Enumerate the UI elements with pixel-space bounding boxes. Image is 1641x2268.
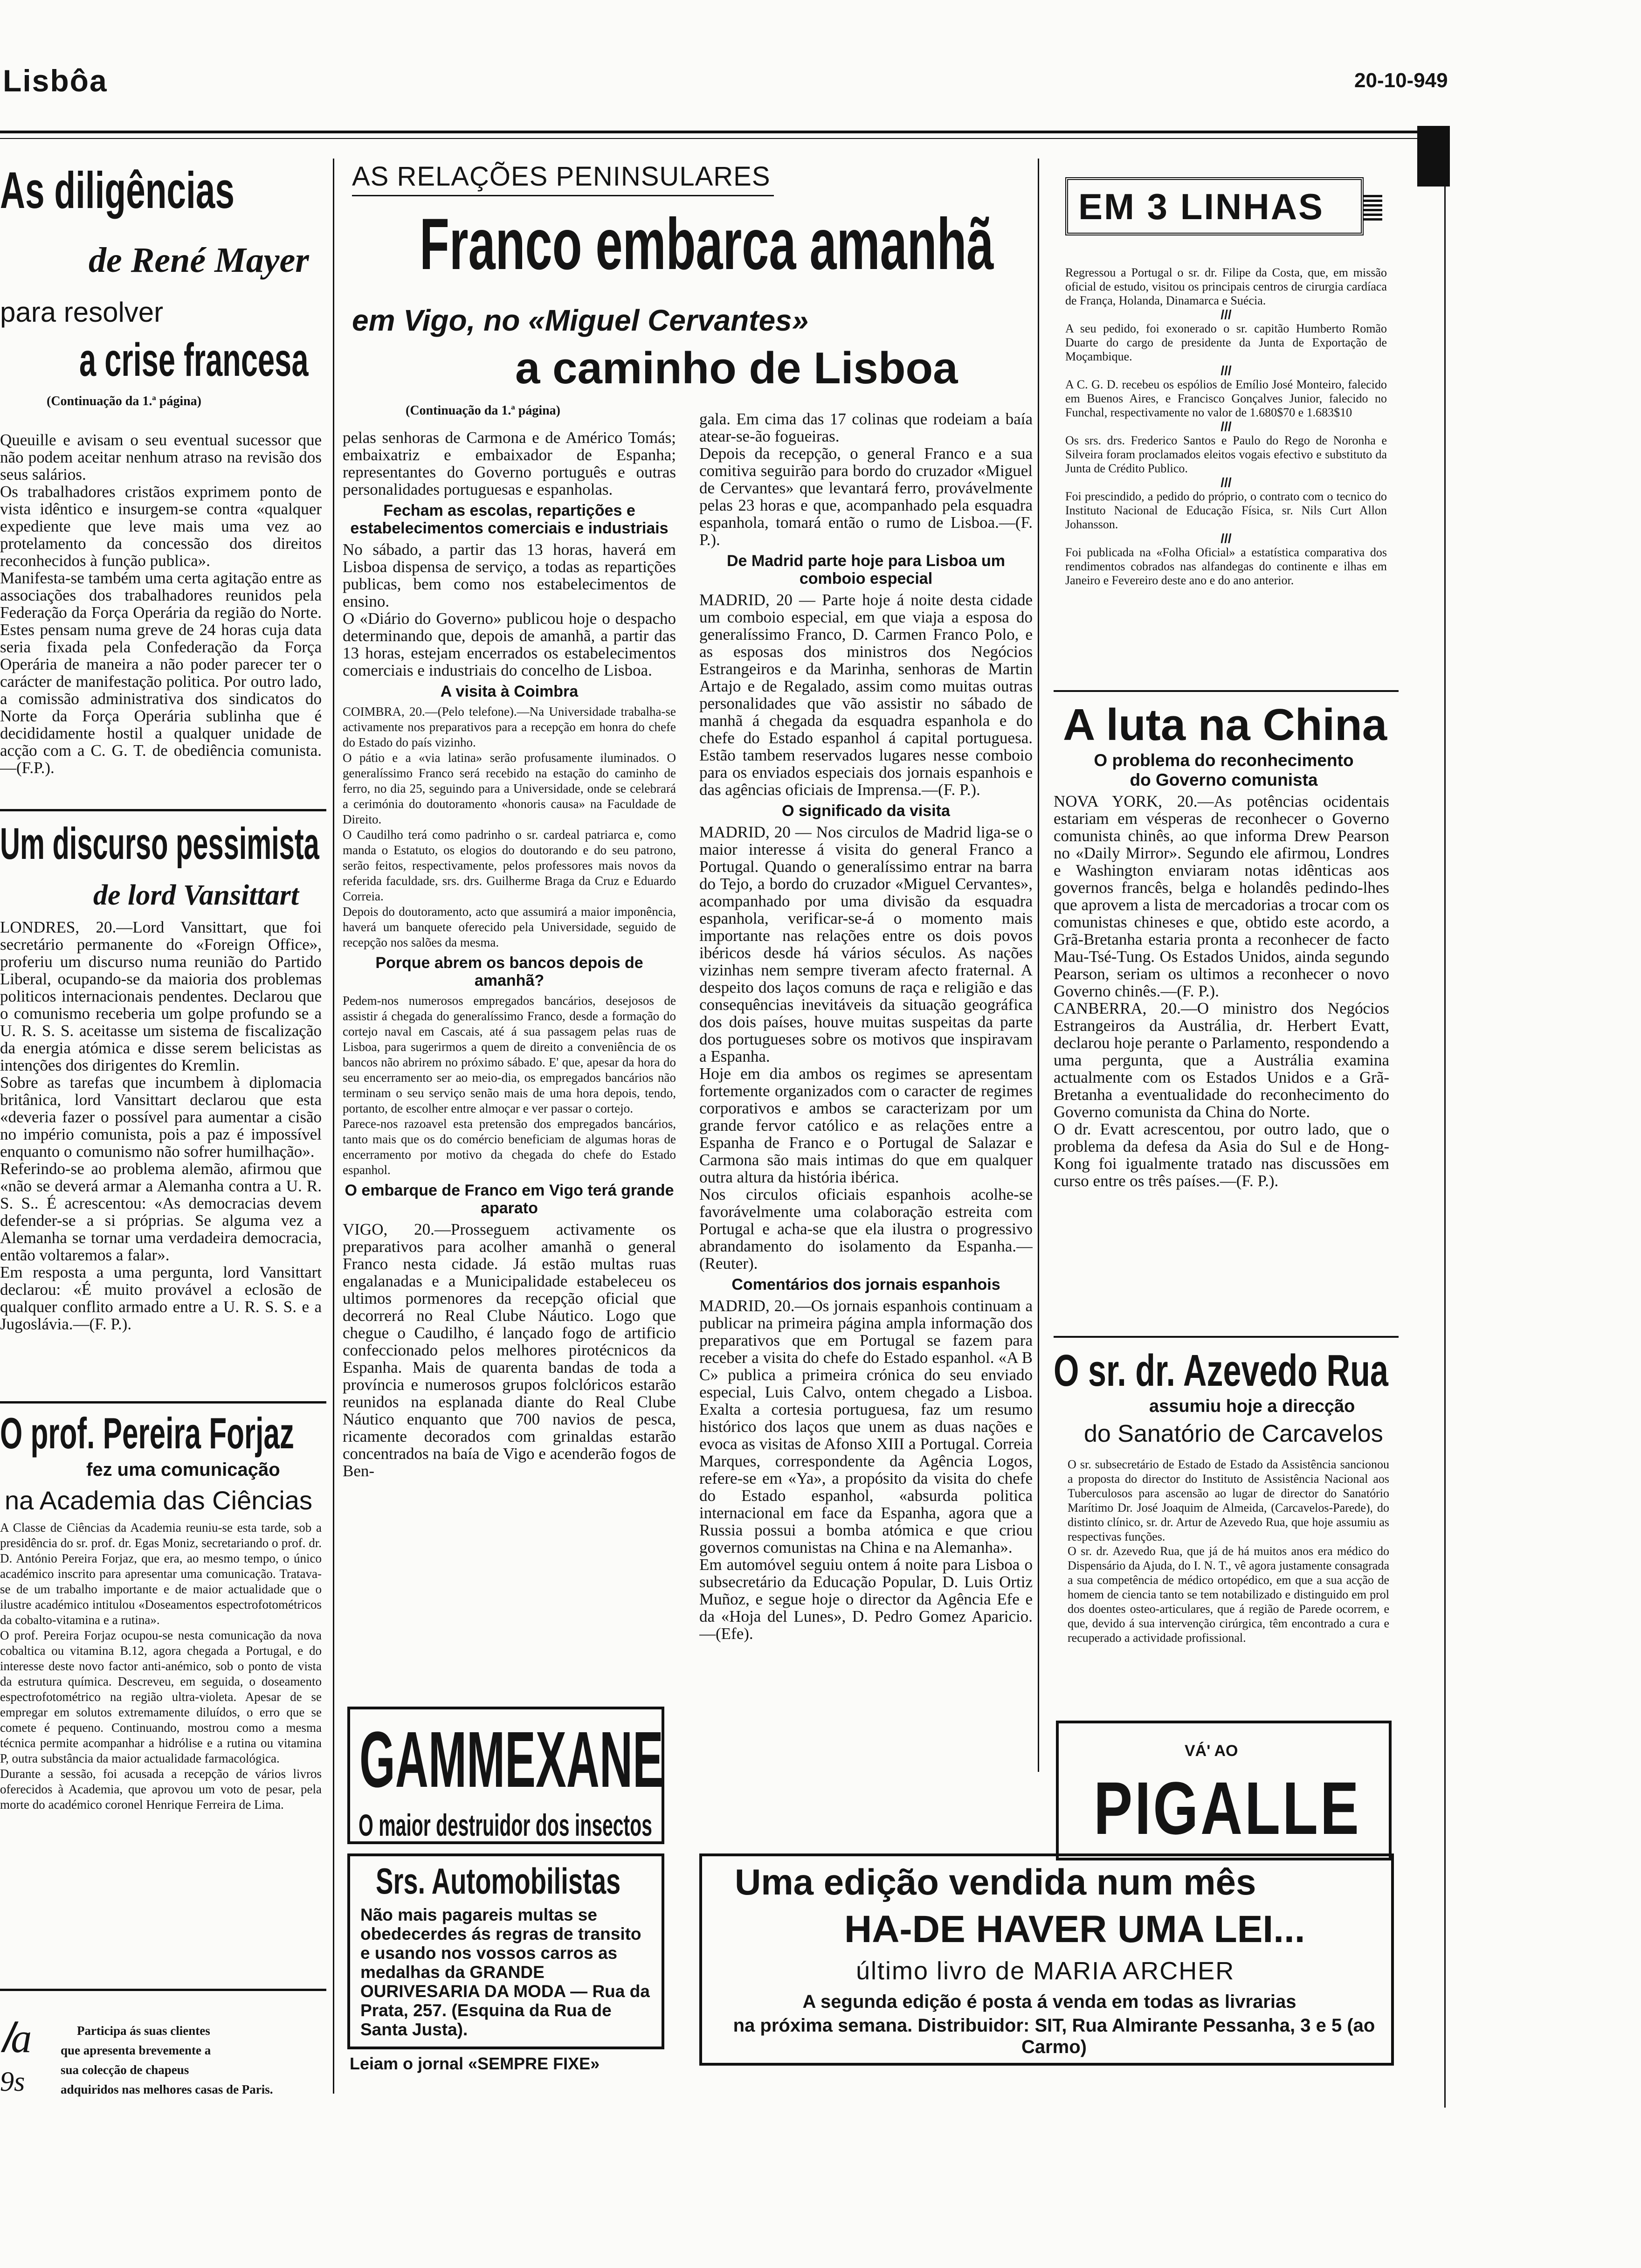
article-divider [1054,690,1399,692]
mayer-byline: de René Mayer [89,241,309,280]
mayer-body: Queuille e avisam o seu eventual sucessor que não podem aceitar nenhum atraso na revisão dos seus salários. Os trabalhadores cristãos exprimem ponto de vista idêntico e insurgem-se contra «qualquer expediente que leve mais uma vez ao protelamento da concessão dos direitos reconhecidos à função publica». Manifesta-se também uma certa agitação entre as associações dos trabalhadores reunidos pela Federação da Força Operária da região do Norte. Estes pensam numa greve de 24 horas cuja data seria fixada pela Confederação da Força Operária de maneira a não poder parecer ter o carácter de manifestação politica. Por outro lado, a comissão administrativa dos sindicatos do Norte da Força Operária sublinha que é decididamente hostil a qualquer unidade de acção com a C. G. T. de obediência comunista.—(F.P.). [0,431,322,777]
franco-paragraph: No sábado, a partir das 13 horas, haverá em Lisboa dispensa de serviço, a todas as repartições publicas, bem como nos estabelecimentos de ensino. O «Diário do Governo» publicou hoje o despacho determinando que, depois de amanhã, a partir das 13 horas, estejam encerrados os estabelecimentos comerciais e industriais do concelho de Lisboa. [343,541,676,679]
forjaz-headline: O prof. Pereira Forjaz [0,1409,294,1458]
china-subhead: O problema do reconhecimento do Governo comunista [1094,751,1354,789]
rua-body: O sr. subsecretário de Estado de Estado da Assistência sancionou a proposta do director do Instituto de Assistência Nacional aos Tuberculosos para ascensão ao lugar de director do Sanatório Marítimo Dr. José Joaquim de Almeida, (Carcavelos-Parede), do distinto clínico, sr. dr. Artur de Azevedo Rua, que hoje assumiu as respectivas funções. O sr. dr. Azevedo Rua, que já de há muitos anos era médico do Dispensário da Ajuda, do I. N. T., vê agora justamente consagrada a sua competência de médico ortopédico, em que a sua acção de homem de ciencia tanto se tem notabilizado e distinguido em prol dos doentes osteo-articulares, que á região de Parede ocorrem, e que, devido á sua intervenção cirúrgica, têm encontrado a cura e recuperado a actividade profissional. [1068,1458,1389,1645]
book-ad-line-1: Uma edição vendida num mês [735,1861,1256,1902]
forjaz-subhead: fez uma comunicação [86,1459,280,1480]
em3-list [1065,266,1387,588]
masthead-rule-thin [0,138,1441,139]
book-ad-line-4: A segunda edição é posta á venda em todas as livrarias [802,1991,1296,2012]
em3-title: EM 3 LINHAS [1078,186,1324,227]
issue-date: 20-10-949 [1354,69,1448,92]
franco-headline: Franco embarca amanhã [420,204,994,285]
franco-kicker: AS RELAÇÕES PENINSULARES [352,161,771,192]
franco-paragraph: gala. Em cima das 17 colinas que rodeiam a baía atear-se-ão fogueiras. Depois da recepção, o general Franco e a sua comitiva seguirão para bordo do cruzador «Miguel de Cervantes» que levantará ferro, provávelmente pelas 23 horas e que, acompanhado pela esquadra espanhola, tomará então o rumo de Lisboa.—(F. P.). [699,410,1033,548]
forjaz-subhead-2: na Academia das Ciências [5,1486,312,1515]
gammexane-brand: GAMMEXANE [359,1715,663,1804]
em3-separator: /// [1220,419,1232,434]
mayer-headline: As diligências [0,162,235,219]
franco-subhead-2: a caminho de Lisboa [515,343,958,393]
right-edge-rule [1444,140,1446,2108]
ad-text: adquiridos nas melhores casas de Paris. [61,2082,273,2096]
em3-separator: /// [1220,475,1232,490]
book-author-line: último livro de MARIA ARCHER [856,1957,1235,1985]
em3-stripes [1364,195,1382,221]
franco-paragraph: COIMBRA, 20.—(Pelo telefone).—Na Universidade trabalha-se activamente nos preparativos para a recepção em honra do chefe do Estado do país vizinho. O pátio e a «via latina» serão profusamente iluminados. O generalíssimo Franco será recebido na estação do caminho de ferro, no dia 25, seguindo para a Universidade, onde se celebrará a cerimónia do doutoramento «honoris causa» na Faculdade de Direito. O Caudilho terá como padrinho o sr. cardeal patriarca e, como manda o Estatuto, os elogios do doutorando e do seu patrono, serão feitos, respectivamente, pelos professores mais novos da referida faculdade, srs. drs. Guilherme Braga da Cruz e Eduardo Correia. Depois do doutoramento, acto que assumirá a maior imponência, haverá um banquete oferecido pela Universidade, seguido de recepção nos salões da mesma. [343,705,676,949]
book-ad [699,1853,1394,2066]
article-divider [0,1401,326,1404]
em3-separator: /// [1220,531,1232,546]
franco-col-2 [699,410,1033,1753]
franco-section-head: O significado da visita [782,802,950,820]
rua-headline: O sr. dr. Azevedo Rua [1054,1346,1388,1396]
article-divider [0,1989,326,1991]
continuation-note: (Continuação da 1.ª página) [406,403,561,418]
franco-paragraph: pelas senhoras de Carmona e de Américo Tomás; embaixatriz e embaixador de Espanha; representantes do Governo português e outras personalidades portuguesas e espanholas. [343,429,676,498]
forjaz-article [0,1408,326,1812]
china-body: NOVA YORK, 20.—As potências ocidentais estariam em vésperas de reconhecer o Governo comunista chinês, ao que informa Drew Pearson no «Daily Mirror». Segundo ele afirmou, Londres e Washington enviaram notas idênticas aos governos francês, belga e holandês pedindo-lhes que aprovem a lista de mercadorias a trocar com os comunistas chineses e que, obtido este acordo, a Grã-Bretanha estaria pronta a reconhecer de facto Mau-Tsé-Tung. Os Estados Unidos, ainda segundo Pearson, seriam os ultimos a reconhecer o novo Governo chinês.—(F. P.). CANBERRA, 20.—O ministro dos Negócios Estrangeiros da Austrália, dr. Herbert Evatt, declarou hoje perante o Parlamento, respondendo a uma pergunta, que a Austrália examina actualmente com os Estados Unidos e a Grã-Bretanha a eventualidade do reconhecimento do Governo comunista da China do Norte. O dr. Evatt acrescentou, por outro lado, que o problema da defesa da Asia do Sul e de Hong-Kong foi igualmente tratado nas discussões em curso entre os três países.—(F. P.). [1054,793,1389,1190]
masthead-rule [0,131,1441,133]
ad-text: Participa ás suas clientes [77,2024,210,2038]
hat-shop-ad [0,2000,326,2117]
franco-subhead: em Vigo, no «Miguel Cervantes» [352,304,809,337]
pigalle-small: VÁ' AO [1185,1742,1238,1760]
mayer-subhead-2: a crise francesa [79,334,309,386]
section-title: Lisbôa [3,63,108,98]
vansittart-article [0,818,326,1333]
kicker-underline [352,195,774,196]
column-rule [1038,159,1039,1772]
gammexane-tagline: O maior destruidor dos insectos [359,1808,652,1842]
pigalle-ad [1056,1721,1392,1860]
pigalle-brand: PIGALLE [1094,1766,1361,1850]
gammexane-ad [347,1707,664,1844]
em3-item: A seu pedido, foi exonerado o sr. capitão Humberto Romão Duarte do cargo de presidente da Junta de Exportação de Moçambique. [1065,322,1387,363]
vansittart-byline: de lord Vansittart [93,879,299,911]
article-divider [0,809,326,811]
franco-section-head: De Madrid parte hoje para Lisboa um comboio especial [726,552,1005,588]
franco-paragraph: VIGO, 20.—Prosseguem activamente os preparativos para acolher amanhã o general Franco nesta cidade. Já estão multas ruas engalanadas e a Municipalidade estabeleceu os ultimos pormenores da recepção oficial que decorrerá no Real Clube Náutico. Logo que chegue o Caudilho, é lançado fogo de artificio confeccionado pelos melhores pirotécnicos da Espanha. Mais de quarenta bandas de toda a província e numerosos grupos folclóricos estarão reunidos na esplanada diante do Real Clube Náutico enquanto que 700 navios de pesca, ricamente decorados com grinaldas estarão concentrados na baía de Vigo e acenderão fogos de Ben- [343,1221,676,1480]
em3-item: Os srs. drs. Frederico Santos e Paulo do Rego de Noronha e Silveira foram proclamados eleitos vogais efectivo e substituto da Junta de Crédito Publico. [1065,434,1387,475]
em3-item: Foi prescindido, a pedido do próprio, o contrato com o tecnico do Instituto Nacional de Educação Física, sr. Nils Curt Allon Johansson. [1065,490,1387,531]
book-title: HA-DE HAVER UMA LEI... [844,1908,1305,1950]
forjaz-body: A Classe de Ciências da Academia reuniu-se esta tarde, sob a presidência do sr. prof. dr. Egas Moniz, secretariando o prof. dr. D. António Pereira Forjaz, que era, ao mesmo tempo, o único académico inscrito para apresentar uma comunicação. Tratava-se de um trabalho importante e de maior actualidade que o ilustre académico intitulou «Doseamentos espectrofotométricos da cobalto-vitamina e a rutina». O prof. Pereira Forjaz ocupou-se nesta comunicação da nova cobaltica ou vitamina B.12, agora chegada a Portugal, e do interesse deste novo factor anti-anémico, sob o ponto de vista da estrutura química. Descreveu, em seguida, o doseamento espectrofotométrico na região ultra-violeta. Apesar de se empregar em solutos extremamente diluídos, o erro que se comete é pequeno. Continuando, mostrou como a mesma técnica permite acompanhar a hidrólise e a rutina ou vitamina P, outra substância da maior actualidade farmacológica. Durante a sessão, foi acusada a recepção de vários livros oferecidos à Academia, que aprovou um voto de pesar, pela morte do académico coronel Henrique Ferreira de Lima. [0,1521,322,1812]
mayer-subhead: para resolver [0,297,164,328]
franco-section-head: Comentários dos jornais espanhois [731,1276,1000,1293]
franco-paragraph: MADRID, 20 — Nos circulos de Madrid liga-se o maior interesse á visita do general Franco a Portugal. Quando o generalíssimo entrar na barra do Tejo, a bordo do cruzador «Miguel Cervantes», acompanhado por uma divisão da esquadra espanhola, verificar-se-á o momento mais importante nas relações entre os dois povos ibéricos desde há vários séculos. As nações vizinhas nem sempre tiveram afecto fraternal. A despeito dos laços comuns de raça e religião e das consequências inevitáveis da situação geográfica dos dois países, houve muitas suspeitas da parte dos portugueses sobre os motivos que inspiravam a Espanha. Hoje em dia ambos os regimes se apresentam fortemente organizados com o caracter de regimes corporativos e ambos se caracterizam por um grande fervor católico e as relações entre a Espanha de Franco e o Portugal de Salazar e Carmona são mais intimas do que em qualquer outra altura da história ibérica. Nos circulos oficiais espanhois acolhe-se favorávelmente uma colaboração estreita com Portugal e acha-se que ela ilustra o progressivo abrandamento do isolamento da Espanha.—(Reuter). [699,823,1033,1272]
franco-section-head: O embarque de Franco em Vigo terá grande aparato [345,1182,674,1217]
continuation-note: (Continuação da 1.ª página) [47,394,202,408]
em3-header-box [1065,177,1364,235]
ad-text: que apresenta brevemente a [61,2043,211,2057]
ad-text: sua colecção de chapeus [61,2063,189,2077]
franco-paragraph: MADRID, 20 — Parte hoje á noite desta cidade um comboio especial, em que viaja a esposa do generalíssimo Franco, D. Carmen Franco Polo, e as esposas dos ministros dos Negócios Estrangeiros e da Marinha, senhoras de Martin Artajo e de Regalado, assim como muitas outras personalidades que vão assistir no sábado de manhã á chegada da esquadra espanhola e do chefe do Estado espanhol á capital portuguesa. Estão tambem reservados lugares nesse comboio para os enviados especiais dos jornais espanhois e das agências oficiais de Imprensa.—(F. P.). [699,591,1033,798]
china-headline: A luta na China [1063,700,1387,750]
franco-section-head: Porque abrem os bancos depois de amanhã? [375,954,643,989]
article-divider [1054,1336,1399,1338]
book-ad-line-5: na próxima semana. Distribuidor: SIT, Rua Almirante Pessanha, 3 e 5 (ao Carmo) [733,2015,1375,2057]
franco-section-head: A visita à Coimbra [440,683,579,700]
rua-subhead: assumiu hoje a direcção [1149,1397,1355,1416]
mayer-article [0,161,326,777]
em3-item: A C. G. D. recebeu os espólios de Emílio José Monteiro, falecido em Buenos Aires, e Francisco Gonçalves Junior, falecido no Funchal, respectivamente no valor de 1.680$70 e 1.683$10 [1065,378,1387,419]
automobilistas-ad [347,1853,664,2049]
ad-logo-fragment: 𝑙a [0,2015,32,2061]
em3-item: Regressou a Portugal o sr. dr. Filipe da Costa, que, em missão oficial de estudo, visitou os principais centros de cirurgia cardíaca de França, Holanda, Dinamarca e Suécia. [1065,266,1387,307]
franco-paragraph: Pedem-nos numerosos empregados bancários, desejosos de assistir á chegada do generalíssimo Franco, desde a formação do cortejo naval em Cascais, até á sua passagem pelas ruas de Lisboa, para sugerirmos a quem de direito a conveniência de os bancos não abrirem no próximo sábado. E' que, apesar da hora do seu encerramento ser ao meio-dia, os empregados bancários não terminam o seu serviço senão mais de uma hora depois, tendo, portanto, de escolher entre almoçar e ver passar o cortejo. Parece-nos razoavel esta pretensão dos empregados bancários, tanto mais que os do comércio beneficiam de algumas horas de encerramento por motivo da chegada do chefe do Estado espanhol. [343,994,676,1177]
automobilistas-body: Não mais pagareis multas se obedecerdes ás regras de transito e usando nos vossos carros as medalhas da GRANDE OURIVESARIA DA MODA — Rua da Prata, 257. (Esquina da Rua de Santa Justa). [360,1905,650,2039]
sempre-fixe-line: Leiam o jornal «SEMPRE FIXE» [350,2054,600,2073]
franco-paragraph: MADRID, 20.—Os jornais espanhois continuam a publicar na primeira página ampla informação dos preparativos que em Portugal se fazem para receber a visita do chefe do Estado espanhol. «A B C» publica a primeira crónica do seu enviado especial, Luis Calvo, ontem chegado a Lisboa. Exalta a cortesia portuguesa, faz um resumo histórico dos laços que unem as duas nações e evoca as visitas de Afonso XIII a Portugal. Correia Marques, correspondente da Agência Logos, refere-se em «Ya», a propósito da visita do chefe do Estado espanhol, «absurda politica internacional em face da Espanha, agora que a Russia possui a bomba atómica e que criou governos comunistas na China e na Alemanha». Em automóvel seguiu ontem á noite para Lisboa o subsecretário da Educação Popular, D. Luis Ortiz Muñoz, e segue hoje o director da Agência Efe e da «Hoja del Lunes», D. Pedro Gomez Aparicio.—(Efe). [699,1297,1033,1642]
em3-separator: /// [1220,363,1232,378]
vansittart-body: LONDRES, 20.—Lord Vansittart, que foi secretário permanente do «Foreign Office», proferiu um discurso numa reunião do Partido Liberal, ocupando-se da maioria dos problemas politicos internacionais pendentes. Declarou que o comunismo receberia um golpe profundo se a U. R. S. S. aceitasse um sistema de fiscalização da energia atómica e disse serem belicistas as intenções dos dirigentes do Kremlin. Sobre as tarefas que incumbem à diplomacia britânica, lord Vansittart declarou que esta «deveria fazer o possível para aumentar a cisão no império comunista, pois a paz é impossível enquanto o comunismo não sofrer humilhação». Referindo-se ao problema alemão, afirmou que «não se deverá armar a Alemanha contra a U. R. S. S.. É acrescentou: «As democracias devem defender-se a si próprias. Se alguma vez a Alemanha se tornar uma verdadeira democracia, então voltaremos a falar». Em resposta a uma pergunta, lord Vansittart declarou: «É muito provável a eclosão de qualquer conflito armado entre a U. R. S. S. e a Jugoslávia.—(F. P.). [0,919,322,1333]
em3-item: Foi publicada na «Folha Oficial» a estatística comparativa dos rendimentos cobrados nas alfandegas do continente e ilhas em Janeiro e Fevereiro deste ano e do ano anterior. [1065,546,1387,587]
franco-col-1 [343,429,676,1711]
rua-subhead-2: do Sanatório de Carcavelos [1084,1420,1383,1447]
em3-separator: /// [1220,307,1232,322]
ad-logo-fragment: 9s [0,2066,25,2097]
franco-section-head: Fecham as escolas, repartições e estabelecimentos comerciais e industriais [350,502,669,537]
automobilistas-title: Srs. Automobilistas [376,1860,621,1902]
column-rule [333,159,334,2094]
vansittart-headline: Um discurso pessimista [0,819,319,869]
